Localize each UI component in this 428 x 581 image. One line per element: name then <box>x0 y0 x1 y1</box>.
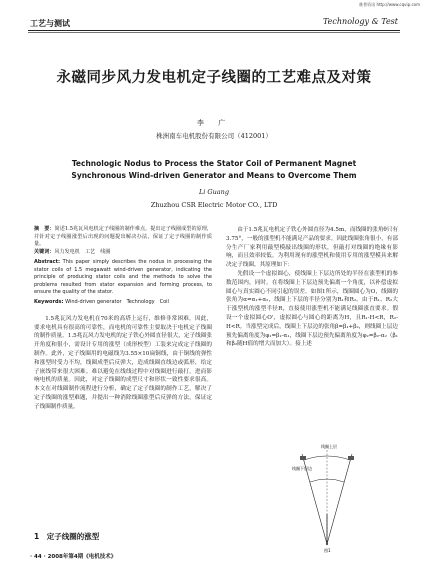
keywords-cn-label: 关键词： <box>34 248 55 255</box>
abstract-en-label: Abstract: <box>34 259 61 266</box>
watermark: 维普资讯 http://www.cqvip.com <box>359 2 420 7</box>
center-point <box>326 543 328 545</box>
keywords-cn <box>34 249 212 257</box>
section-heading: 1 定子线圈的涨型 <box>34 532 100 541</box>
coil-side-left <box>300 456 306 460</box>
page-footer: · 44 · 2008年第4期《电机技术》 <box>30 554 117 560</box>
header-rule-thin <box>28 32 400 33</box>
body-paragraph-right-1: 由于1.5兆瓦电机定子铁心外圆直径为4.5m，而线圈的张角θ只有3.75°，一般的涨型机不能满足产品的要求。因此线圈张角很小，有部分生产厂家利用敲型模敲出线圈的形状，但敲打对线圈的绝缘有影响，而且效率较低。为利用现有的涨型机和使用专用的涨型模具来解决定子线圈，其原理如下： <box>226 227 398 269</box>
left-column <box>34 226 212 412</box>
fig-caption: 图1 <box>324 548 331 553</box>
coil-side-right <box>348 456 354 460</box>
keywords-en <box>34 299 212 306</box>
paper-title-cn: 永磁同步风力发电机定子线圈的工艺难点及对策 <box>56 70 372 86</box>
journal-section-header: 工艺与测试 <box>30 19 70 28</box>
keywords-cn-text: 风力发电机 工艺 线圈 <box>54 248 111 255</box>
paper-title-en-line2: Synchronous Wind-driven Generator and Means to Overcome Them <box>71 171 357 180</box>
figure-coil-diagram <box>292 444 362 554</box>
fig-label-left: 线圈下层边 <box>292 466 312 471</box>
abstract-en <box>34 259 212 296</box>
journal-section-header-en: Technology & Test <box>322 17 398 26</box>
fig-label-top: 线圈上层 <box>321 444 337 449</box>
affiliation-en: Zhuzhou CSR Electric Motor CO., LTD <box>150 201 278 209</box>
right-column <box>226 226 398 349</box>
header-rule <box>28 30 400 31</box>
keywords-en-label: Keywords: <box>34 299 64 306</box>
author-en: Li Guang <box>198 188 230 196</box>
coil-geometry-svg <box>292 444 362 554</box>
affiliation-cn: 株洲南车电机股份有限公司（412001） <box>156 132 272 140</box>
abstract-cn <box>34 226 212 249</box>
abstract-cn-label: 摘 要： <box>34 226 55 232</box>
body-paragraph-right-2: 先假设一个虚拟圆心，使线圈上下层边所处的半径在涨型机的参数范围内，同时，在将线圈上下层边预先偏离一个角度，以补偿虚拟圆心与真实圆心不同引起的误差。如图1所示，线圈圆心为O，线圈的张角为α=α₁+α₂，线圈上下层的半径分别为R₁和R₂。由于R₁、R₂大于涨型机的涨型半径R，直接使用涨型机不能满足线圈涨直要求。假设一个虚拟圆心O'，虚拟圆心与圆心的距离为H，且R₁-H<R，R₂-H<R。当涨型完成后，线圈上下层边的张角β=β₁+β₂，则线圈上层边预先偏离角度为φ₁=β₁-α₁，线圈下层边预先偏离角度为φ₂=β₂-α₂（β₁和β₂随H值的增大而加大）。接上述 <box>226 270 398 348</box>
abstract-cn-text: 简述1.5兆瓦风电机定子线圈的制作难点，提出定子线圈成型的原理，并针对定子线圈涨型后出现的问题提出解决办法，保证了定子线圈的制作质量。 <box>34 226 212 248</box>
author-cn: 李 广 <box>196 119 232 127</box>
paper-title-en-line1: Technologic Nodus to Process the Stator Coil of Permanent Magnet <box>71 159 357 168</box>
abstract-en-text: This paper simply describes the nodus in processing the stator coils of 1.5 megawatt wind-driven generator, indicating the principle of producing stator coils and the methods to solve the problems resulted from stator expansion and forming process, to ensure the quality of the stator. <box>34 259 213 295</box>
body-paragraph-intro: 1.5兆瓦风力发电机在70米的高塔上运行，维修非常困难。因此，要求电机具有很高的可靠性，而电机的可靠性主要取决于电机定子线圈的制作质量。1.5兆瓦风力发电机的定子铁心外圆直径很大，定子线圈张开角度和很小，需设计专用的涨型（成形校型）工装来完成定子线圈的制作。此外，定子线圈用的电磁线为3.55×10扁铜线，由于铜线的弹性和涨型时受力不均，线圈成型后反弹大，造成线圈直线边或弧形，给定子嵌线带来很大困难。难以避免在线线过程中对线圈进行敲打，进而影响电机的质量。因此，对定子线圈的成型尺寸和形状一致性要求很高。本文在对线圈制作流程进行分析，确定了定子线圈的制作工艺，解决了定子线圈的涨型难题，并提出一种消除线圈涨型后反弹的方法，保证定子线圈制作质量。 <box>34 315 212 410</box>
coil-line-right <box>327 454 352 544</box>
keywords-en-text: Wind-driven generator Technology Coil <box>65 299 169 306</box>
